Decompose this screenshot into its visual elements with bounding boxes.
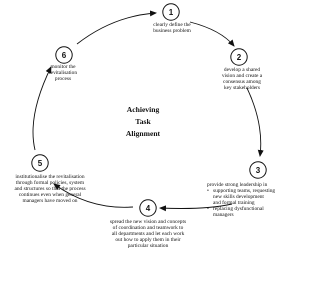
bullet-line: • replacing dysfunctional bbox=[213, 206, 264, 213]
step-5-line: managers have moved on bbox=[22, 198, 78, 205]
step-4-number: 4 bbox=[145, 204, 151, 213]
step-4-text bbox=[96, 219, 200, 249]
step-6-line: revitalisation bbox=[48, 70, 78, 77]
step-2-line: key stakeholders bbox=[223, 85, 261, 92]
step-1-number: 1 bbox=[168, 8, 174, 17]
step-6-marker bbox=[56, 47, 72, 63]
step-4-line: particular situation bbox=[127, 243, 169, 250]
step-2-marker bbox=[231, 49, 247, 65]
step-2-line: develop a shared bbox=[223, 67, 261, 73]
step-6-line: process bbox=[54, 76, 72, 83]
step-5-line: and structures so that the process bbox=[14, 186, 86, 193]
step-6-line: monitor the bbox=[50, 64, 76, 70]
step-3-lead: provide strong leadership in bbox=[207, 182, 268, 188]
step-3-bullet bbox=[207, 206, 283, 218]
bullet-line: new skills development bbox=[213, 194, 264, 201]
step-4-marker bbox=[140, 200, 156, 216]
step-4-line: out how to apply them in their bbox=[115, 237, 181, 244]
diagram-title bbox=[108, 104, 178, 140]
step-5-text bbox=[1, 174, 99, 204]
step-5-line: through formal policies, system bbox=[15, 180, 85, 187]
step-4-line: all departments and let each work bbox=[111, 231, 185, 238]
step-1-line: clearly define the bbox=[153, 22, 191, 28]
title-line: Task bbox=[135, 117, 151, 126]
step-1-text bbox=[142, 22, 202, 34]
step-5-line: continues even when general bbox=[18, 192, 82, 199]
step-3-number: 3 bbox=[255, 166, 261, 175]
bullet-line: and formal training bbox=[213, 200, 255, 207]
step-4-line: of coordination and teamwork to bbox=[112, 225, 184, 232]
step-5-line: institutionalise the revitalisation bbox=[15, 174, 85, 180]
step-1-marker bbox=[163, 4, 179, 20]
step-3-bullets bbox=[207, 188, 283, 218]
step-1-line: business problem bbox=[153, 28, 191, 35]
step-2-line: vision and create a bbox=[221, 73, 263, 80]
title-line: Alignment bbox=[125, 129, 161, 138]
step-4-line: spread the new vision and concepts bbox=[109, 219, 187, 225]
step-6-text bbox=[35, 64, 91, 82]
step-3-marker bbox=[250, 162, 266, 178]
step-6-number: 6 bbox=[61, 51, 67, 60]
step-5-number: 5 bbox=[37, 159, 43, 168]
step-2-line: consensus among bbox=[223, 79, 261, 86]
step-2-text bbox=[212, 67, 272, 91]
arrow-2-to-3 bbox=[247, 88, 261, 156]
step-5-marker bbox=[32, 155, 48, 171]
step-3-text bbox=[207, 182, 283, 219]
title-line: Achieving bbox=[126, 105, 160, 114]
step-2-number: 2 bbox=[236, 53, 242, 62]
step-3-bullet bbox=[207, 188, 283, 206]
bullet-line: • supporting teams, requesting bbox=[213, 188, 276, 195]
bullet-line: managers bbox=[213, 212, 234, 219]
